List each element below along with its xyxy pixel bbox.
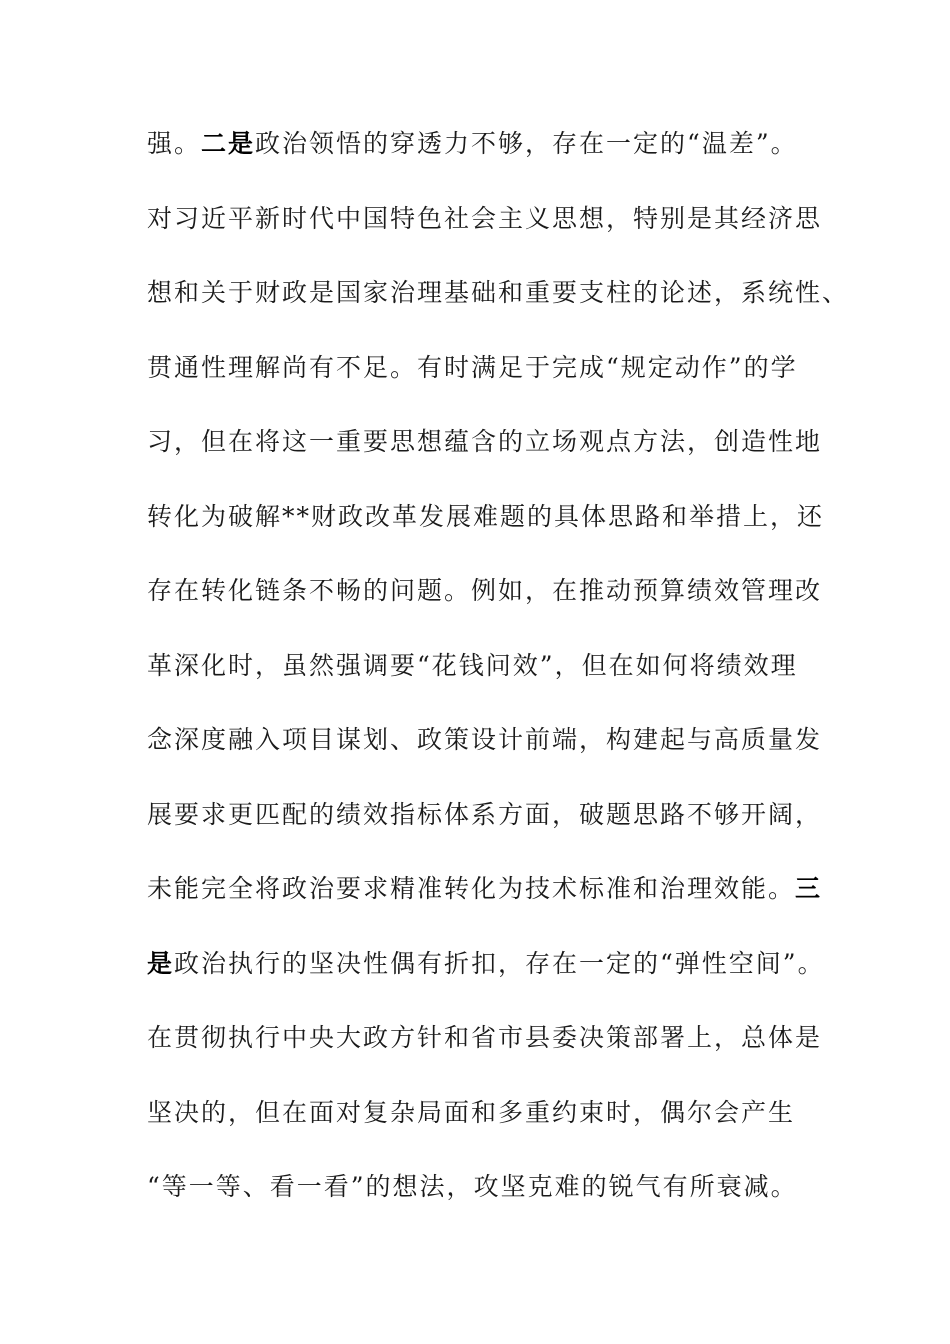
text-line-13: 在贯彻执行中央大政方针和省市县委决策部署上，总体是 xyxy=(147,1023,823,1052)
text-line-1 xyxy=(147,115,937,190)
text-line-2: 对习近平新时代中国特色社会主义思想，特别是其经济思 xyxy=(147,203,823,233)
text-line-11 xyxy=(147,860,937,935)
text-line-4: 贯通性理解尚有不足。有时满足于完成“规定动作”的学 xyxy=(147,352,798,382)
text-line-14: 坚决的，但在面对复杂局面和多重约束时，偶尔会产生 xyxy=(147,1097,796,1127)
text-line-8: 革深化时，虽然强调要“花钱问效”，但在如何将绩效理 xyxy=(147,650,798,680)
text-line-6: 转化为破解**财政改革发展难题的具体思路和举措上，还 xyxy=(147,501,825,531)
text-line-15: “等一等、看一看”的想法，攻坚克难的锐气有所衰减。 xyxy=(147,1172,798,1201)
text-line-5: 习，但在将这一重要思想蕴含的立场观点方法，创造性地 xyxy=(147,427,823,456)
bold-heading-third-part1: 三 xyxy=(795,874,823,903)
bold-heading-second: 二是 xyxy=(201,129,256,158)
text-line-9: 念深度融入项目谋划、政策设计前端，构建起与高质量发 xyxy=(147,725,823,754)
bold-heading-third-part2: 是 xyxy=(147,948,175,978)
text-line-12 xyxy=(147,935,937,1010)
body-text xyxy=(147,115,937,1233)
text-segment: 强。 xyxy=(147,129,202,158)
text-line-3: 想和关于财政是国家治理基础和重要支柱的论述，系统性、 xyxy=(147,278,850,307)
text-segment: 未能完全将政治要求精准转化为技术标准和治理效能。 xyxy=(147,874,796,903)
text-line-10: 展要求更匹配的绩效指标体系方面，破题思路不够开阔， xyxy=(147,799,823,829)
text-segment: 政治领悟的穿透力不够，存在一定的“温差”。 xyxy=(255,129,798,158)
text-line-7: 存在转化链条不畅的问题。例如，在推动预算绩效管理改 xyxy=(147,576,823,605)
text-segment: 政治执行的坚决性偶有折扣，存在一定的“弹性空间”。 xyxy=(174,948,825,978)
